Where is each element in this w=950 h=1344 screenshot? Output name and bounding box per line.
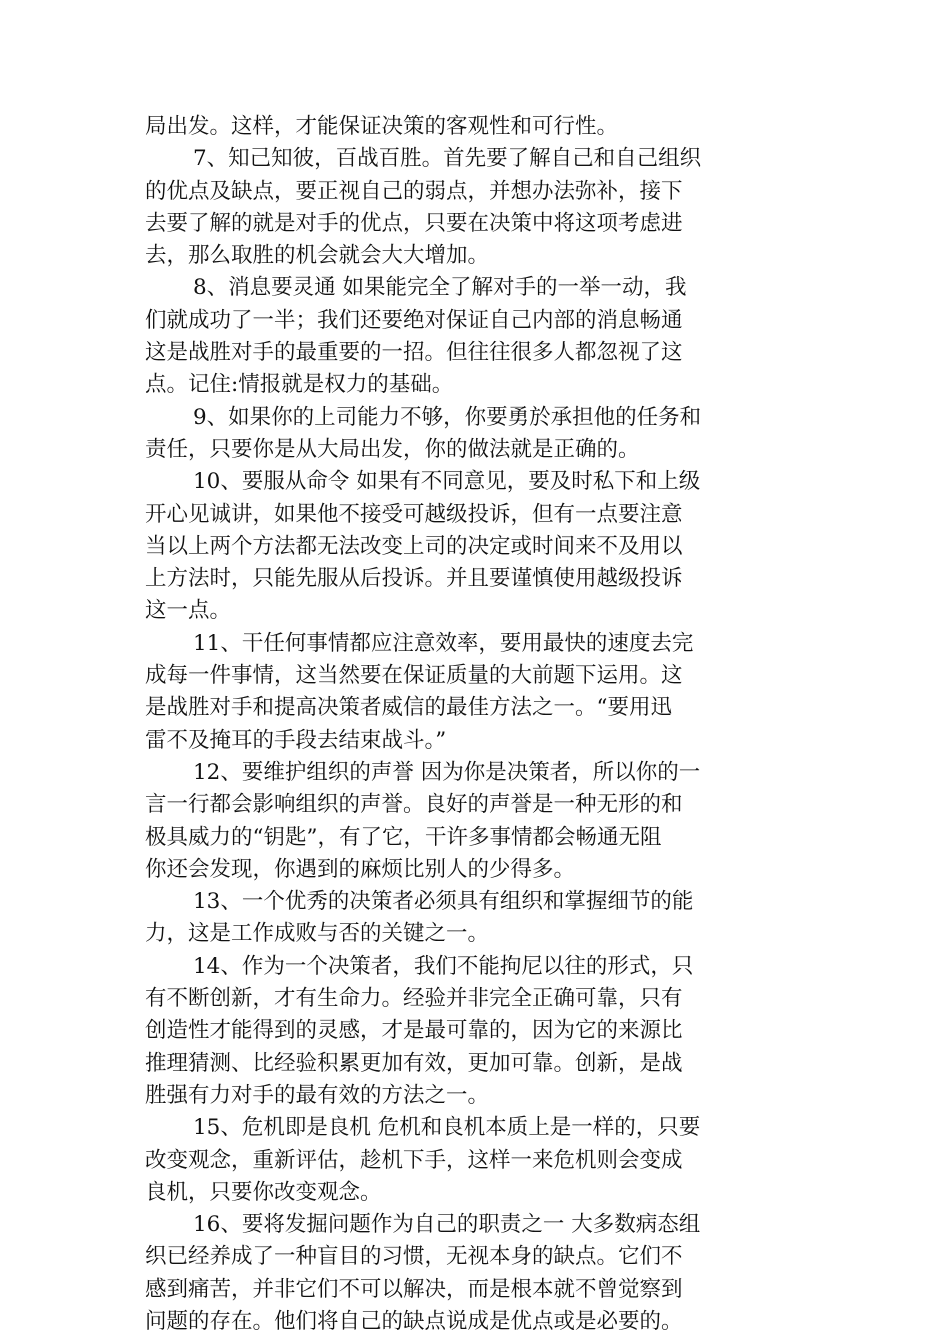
text-line: 问题的存在。他们将自己的缺点说成是优点或是必要的。 [145,1308,683,1334]
text-line: 10、要服从命令 如果有不同意见，要及时私下和上级 [193,469,701,495]
text-line: 去，那么取胜的机会就会大大增加。 [145,243,490,269]
text-line: 7、知己知彼，百战百胜。首先要了解自己和自己组织 [193,146,702,172]
text-line: 良机，只要你改变观念。 [145,1179,382,1205]
text-line: 是战胜对手和提高决策者威信的最佳方法之一。“要用迅 [145,695,672,721]
text-line: 8、消息要灵通 如果能完全了解对手的一举一动，我 [193,275,687,301]
text-line: 开心见诚讲，如果他不接受可越级投诉，但有一点要注意 [145,501,683,527]
text-line: 推理猜测、比经验积累更加有效，更加可靠。创新，是战 [145,1050,683,1076]
text-line: 点。记住:情报就是权力的基础。 [145,372,454,398]
text-line: 这是战胜对手的最重要的一招。但往往很多人都忽视了这 [145,340,683,366]
text-line: 15、危机即是良机 危机和良机本质上是一样的，只要 [193,1115,701,1141]
text-line: 当以上两个方法都无法改变上司的决定或时间来不及用以 [145,533,683,559]
text-line: 14、作为一个决策者，我们不能拘尼以往的形式，只 [193,953,694,979]
text-line: 创造性才能得到的灵感，才是最可靠的，因为它的来源比 [145,1018,683,1044]
text-line: 12、要维护组织的声誉 因为你是决策者，所以你的一 [193,759,701,785]
text-line: 16、要将发掘问题作为自己的职责之一 大多数病态组 [193,1212,701,1238]
text-line: 们就成功了一半；我们还要绝对保证自己内部的消息畅通 [145,307,683,333]
document-body [145,111,810,1338]
text-line: 织已经养成了一种盲目的习惯，无视本身的缺点。它们不 [145,1244,683,1270]
text-line: 你还会发现，你遇到的麻烦比别人的少得多。 [145,856,576,882]
text-line: 这一点。 [145,598,232,624]
text-line: 13、一个优秀的决策者必须具有组织和掌握细节的能 [193,889,694,915]
text-line: 成每一件事情，这当然要在保证质量的大前题下运用。这 [145,663,683,689]
text-line: 上方法时，只能先服从后投诉。并且要谨慎使用越级投诉 [145,566,683,592]
text-line: 9、如果你的上司能力不够，你要勇於承担他的任务和 [193,404,702,430]
text-line: 极具威力的“钥匙”，有了它，干许多事情都会畅通无阻 [145,824,662,850]
text-line: 去要了解的就是对手的优点，只要在决策中将这项考虑进 [145,210,683,236]
text-line: 责任，只要你是从大局出发，你的做法就是正确的。 [145,436,640,462]
text-line: 局出发。这样，才能保证决策的客观性和可行性。 [145,114,619,139]
text-line: 有不断创新，才有生命力。经验并非完全正确可靠，只有 [145,986,683,1012]
text-line: 雷不及掩耳的手段去结束战斗。” [145,727,447,753]
text-line: 力，这是工作成败与否的关键之一。 [145,921,490,947]
text-line: 感到痛苦，并非它们不可以解决，而是根本就不曾觉察到 [145,1276,683,1302]
text-line: 的优点及缺点，要正视自己的弱点，并想办法弥补，接下 [145,178,683,204]
text-line: 11、干任何事情都应注意效率，要用最快的速度去完 [193,630,694,656]
text-line: 改变观念，重新评估，趁机下手，这样一来危机则会变成 [145,1147,683,1173]
text-line: 胜强有力对手的最有效的方法之一。 [145,1082,490,1108]
text-line: 言一行都会影响组织的声誉。良好的声誉是一种无形的和 [145,792,683,818]
